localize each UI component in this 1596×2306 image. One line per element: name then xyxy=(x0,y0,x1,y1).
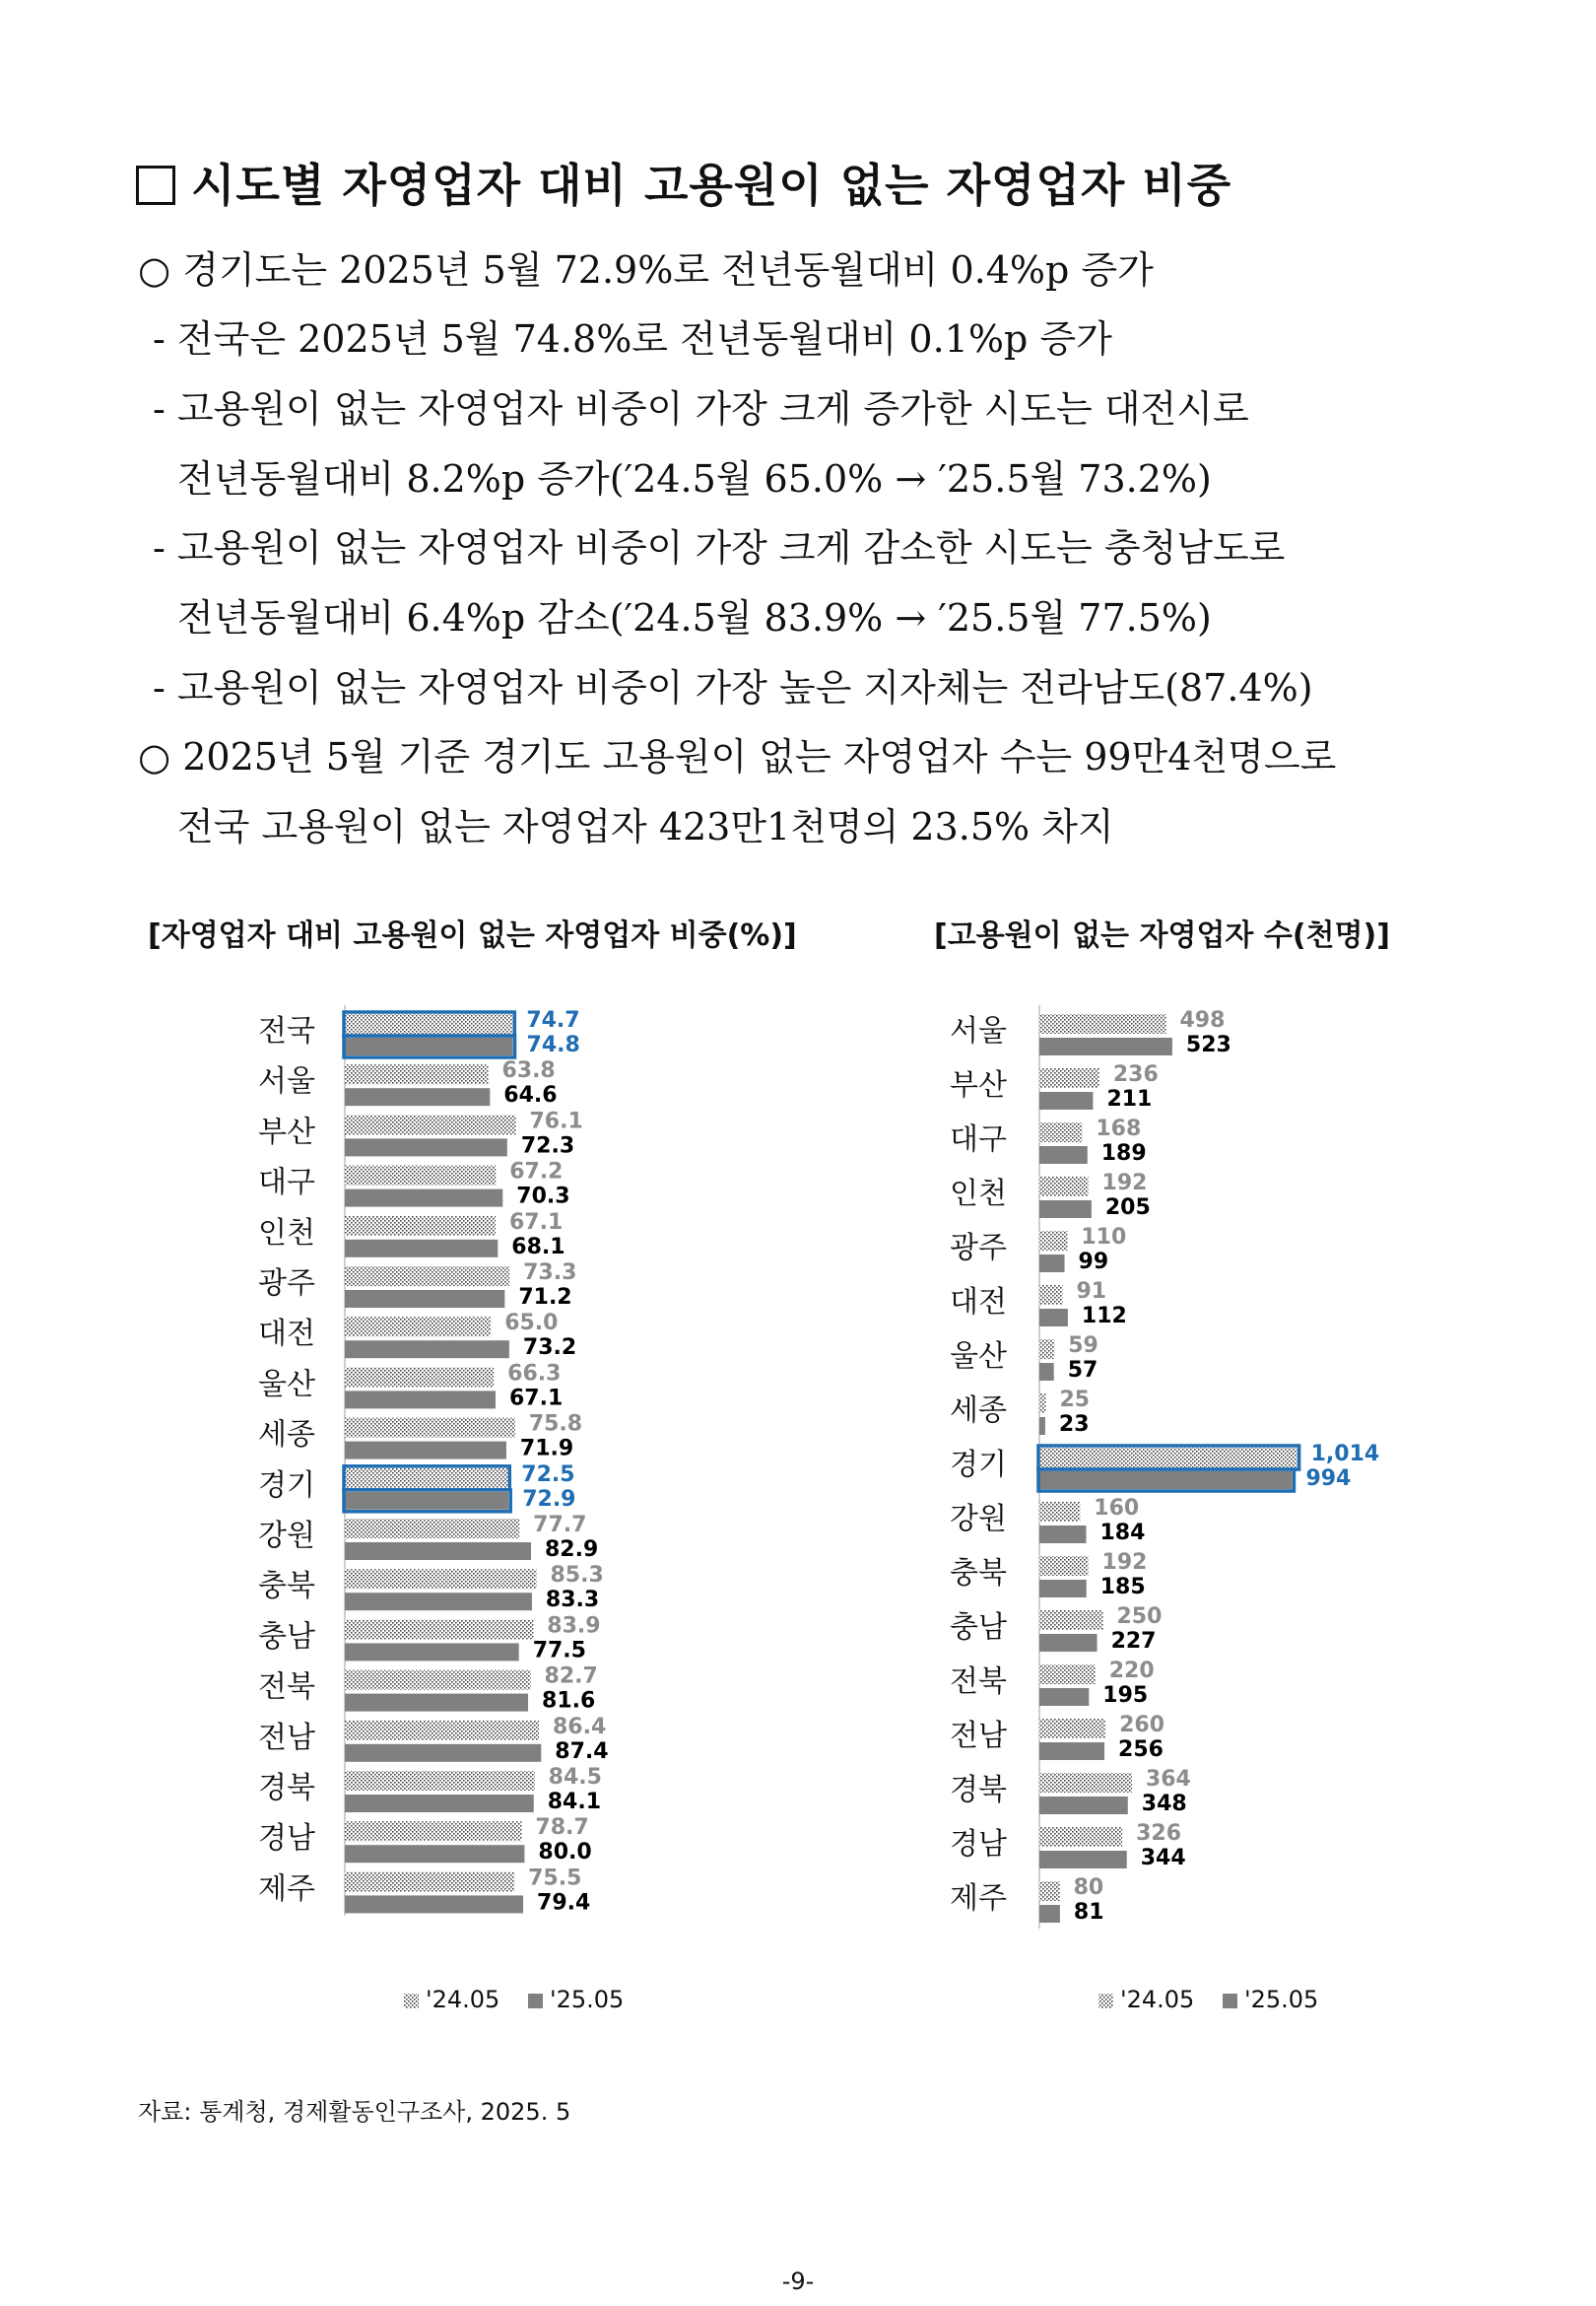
value-label-2024: 25 xyxy=(1059,1388,1091,1412)
category-label: 광주 xyxy=(950,1231,1007,1265)
value-label-2024: 110 xyxy=(1081,1225,1127,1250)
value-label-2025: 256 xyxy=(1118,1737,1164,1762)
category-label: 경기 xyxy=(950,1448,1007,1482)
page-number: -9- xyxy=(781,2268,815,2295)
value-label-2024: 260 xyxy=(1119,1713,1165,1737)
bar-2024-05 xyxy=(1039,1719,1105,1738)
bar-2024-05 xyxy=(345,1468,507,1488)
bar-2025-05 xyxy=(345,1492,508,1510)
source-note: 자료: 통계청, 경제활동인구조사, 2025. 5 xyxy=(138,2098,571,2126)
bar-2024-05 xyxy=(345,1619,533,1639)
value-label-2025: 72.9 xyxy=(522,1486,576,1512)
checkbox-square-icon xyxy=(136,166,175,205)
value-label-2024: 59 xyxy=(1068,1333,1098,1358)
value-label-2025: 344 xyxy=(1140,1846,1186,1870)
value-label-2024: 236 xyxy=(1112,1062,1159,1087)
bar-2025-05 xyxy=(1039,1526,1086,1543)
value-label-2024: 250 xyxy=(1116,1604,1163,1629)
category-label: 전남 xyxy=(950,1719,1007,1753)
value-label-2024: 84.5 xyxy=(548,1765,602,1790)
bar-2025-05 xyxy=(1039,1038,1172,1055)
bar-2024-05 xyxy=(1039,1122,1082,1142)
category-label: 경남 xyxy=(258,1821,315,1857)
value-label-2025: 83.3 xyxy=(545,1588,600,1613)
category-label: 서울 xyxy=(258,1064,315,1100)
value-label-2025: 64.6 xyxy=(503,1083,558,1109)
value-label-2025: 195 xyxy=(1102,1683,1149,1708)
value-label-2025: 57 xyxy=(1067,1358,1098,1383)
bar-2024-05 xyxy=(1039,1773,1132,1793)
category-label: 강원 xyxy=(950,1502,1007,1536)
category-label: 울산 xyxy=(258,1367,315,1402)
bar-2024-05 xyxy=(1039,1664,1096,1684)
value-label-2025: 67.1 xyxy=(508,1386,564,1411)
category-label: 세종 xyxy=(950,1393,1007,1428)
section-title xyxy=(136,150,1231,215)
bar-2025-05 xyxy=(1039,1742,1104,1760)
bar-2024-05 xyxy=(345,1569,536,1589)
value-label-2024: 67.1 xyxy=(508,1209,564,1235)
value-label-2025: 68.1 xyxy=(511,1234,565,1259)
category-label: 광주 xyxy=(258,1266,315,1301)
legend-label-2024: '24.05 xyxy=(1120,1986,1195,2013)
value-label-2025: 205 xyxy=(1104,1195,1151,1220)
bar-2024-05 xyxy=(1039,1393,1045,1413)
value-label-2025: 74.8 xyxy=(526,1033,580,1057)
value-label-2024: 63.8 xyxy=(501,1058,556,1084)
category-label: 충남 xyxy=(258,1619,315,1655)
value-label-2025: 77.5 xyxy=(532,1638,586,1663)
bar-2025-05 xyxy=(1039,1580,1087,1597)
section-title-text: 시도별 자영업자 대비 고용원이 없는 자영업자 비중 xyxy=(191,159,1232,212)
bar-2024-05 xyxy=(1039,1827,1122,1847)
chart-right-title: [고용원이 없는 자영업자 수(천명)] xyxy=(934,918,1390,953)
value-label-2024: 160 xyxy=(1094,1496,1140,1521)
value-label-2025: 23 xyxy=(1058,1412,1090,1437)
bar-2024-05 xyxy=(1039,1610,1103,1630)
bar-2024-05 xyxy=(345,1519,519,1538)
value-label-2025: 185 xyxy=(1099,1575,1146,1599)
category-label: 충남 xyxy=(950,1610,1007,1645)
category-label: 대구 xyxy=(950,1122,1007,1157)
bar-2025-05 xyxy=(1039,1417,1045,1435)
value-label-2024: 65.0 xyxy=(504,1311,559,1336)
category-label: 대전 xyxy=(258,1317,315,1352)
category-label: 전국 xyxy=(258,1014,315,1049)
legend-label-2025: '25.05 xyxy=(550,1986,625,2013)
bar-2025-05 xyxy=(1039,1146,1088,1164)
value-label-2025: 227 xyxy=(1110,1629,1157,1654)
value-label-2024: 192 xyxy=(1101,1550,1148,1575)
bar-2025-05 xyxy=(345,1542,531,1560)
category-label: 경남 xyxy=(950,1827,1007,1862)
bar-2025-05 xyxy=(345,1744,541,1762)
value-label-2025: 70.3 xyxy=(516,1184,570,1209)
bar-2025-05 xyxy=(345,1088,490,1106)
dash-largest-increase: - 고용원이 없는 자영업자 비중이 가장 크게 증가한 시도는 대전시로 xyxy=(153,387,1249,431)
bullet-gyeonggi: ○ 경기도는 2025년 5월 72.9%로 전년동월대비 0.4%p 증가 xyxy=(138,248,1154,292)
bar-2025-05 xyxy=(345,1442,506,1459)
value-label-2024: 220 xyxy=(1108,1659,1155,1683)
value-label-2025: 348 xyxy=(1141,1792,1187,1816)
bar-2024-05 xyxy=(1039,1177,1089,1196)
bar-2025-05 xyxy=(1039,1309,1068,1326)
bar-2024-05 xyxy=(345,1367,494,1387)
dash-largest-decrease-2: 전년동월대비 6.4%p 감소(′24.5월 83.9% → ′25.5월 77.5%) xyxy=(177,596,1212,640)
category-label: 제주 xyxy=(258,1871,315,1907)
category-label: 전북 xyxy=(950,1664,1007,1699)
bar-2025-05 xyxy=(1039,1905,1060,1923)
bar-2025-05 xyxy=(1039,1363,1054,1381)
share-bar-chart xyxy=(227,995,818,2050)
category-label: 충북 xyxy=(950,1556,1007,1591)
bar-2025-05 xyxy=(345,1845,524,1863)
bar-2025-05 xyxy=(345,1795,534,1812)
category-label: 전남 xyxy=(258,1720,315,1755)
value-label-2025: 81.6 xyxy=(542,1688,596,1714)
bar-2024-05 xyxy=(345,1115,516,1134)
bar-2024-05 xyxy=(1039,1448,1297,1467)
value-label-2024: 326 xyxy=(1136,1821,1182,1846)
bullet-count: ○ 2025년 5월 기준 경기도 고용원이 없는 자영업자 수는 99만4천명으로 xyxy=(138,735,1337,779)
value-label-2024: 66.3 xyxy=(507,1361,562,1387)
value-label-2025: 523 xyxy=(1185,1033,1231,1057)
bar-2024-05 xyxy=(345,1771,535,1791)
bar-2025-05 xyxy=(1039,1200,1092,1218)
value-label-2025: 82.9 xyxy=(545,1537,599,1562)
bar-2024-05 xyxy=(1039,1231,1067,1251)
category-label: 서울 xyxy=(950,1014,1007,1049)
value-label-2024: 67.2 xyxy=(509,1159,564,1185)
category-label: 부산 xyxy=(950,1068,1007,1103)
category-label: 경북 xyxy=(258,1771,315,1805)
bar-2025-05 xyxy=(345,1593,532,1610)
value-label-2024: 77.7 xyxy=(533,1513,587,1537)
dash-national: - 전국은 2025년 5월 74.8%로 전년동월대비 0.1%p 증가 xyxy=(153,317,1112,361)
bar-2025-05 xyxy=(345,1895,523,1913)
bar-2024-05 xyxy=(345,1166,496,1186)
value-label-2025: 112 xyxy=(1081,1304,1127,1328)
category-label: 인천 xyxy=(950,1177,1007,1211)
value-label-2024: 73.3 xyxy=(523,1260,577,1285)
value-label-2024: 76.1 xyxy=(529,1109,583,1134)
category-label: 경북 xyxy=(950,1773,1007,1807)
value-label-2024: 78.7 xyxy=(535,1815,589,1841)
legend-swatch-2024 xyxy=(1098,1994,1113,2008)
value-label-2024: 364 xyxy=(1145,1767,1191,1792)
value-label-2024: 85.3 xyxy=(550,1563,604,1589)
bar-2024-05 xyxy=(345,1670,531,1690)
value-label-2025: 184 xyxy=(1099,1521,1146,1545)
category-label: 부산 xyxy=(258,1115,315,1150)
value-label-2025: 99 xyxy=(1078,1250,1109,1274)
bar-2025-05 xyxy=(345,1694,528,1712)
bar-2025-05 xyxy=(345,1138,507,1156)
value-label-2024: 75.8 xyxy=(528,1411,583,1437)
bar-2025-05 xyxy=(345,1189,502,1207)
value-label-2024: 498 xyxy=(1179,1008,1226,1033)
bar-2025-05 xyxy=(345,1240,498,1257)
category-label: 세종 xyxy=(258,1417,315,1453)
value-label-2024: 168 xyxy=(1096,1117,1142,1141)
bar-2025-05 xyxy=(1039,1851,1127,1868)
bar-2024-05 xyxy=(1039,1285,1062,1305)
bar-2025-05 xyxy=(345,1290,504,1308)
category-label: 인천 xyxy=(258,1215,315,1251)
legend-swatch-2024 xyxy=(404,1994,419,2008)
bar-2024-05 xyxy=(345,1064,488,1084)
value-label-2025: 72.3 xyxy=(520,1133,575,1159)
legend-label-2024: '24.05 xyxy=(426,1986,500,2013)
count-bar-chart xyxy=(926,995,1399,2050)
bar-2024-05 xyxy=(345,1317,491,1336)
value-label-2025: 84.1 xyxy=(547,1790,602,1814)
bar-2024-05 xyxy=(345,1821,521,1841)
value-label-2025: 189 xyxy=(1100,1141,1147,1166)
legend-swatch-2025 xyxy=(528,1994,543,2008)
bar-2024-05 xyxy=(345,1266,509,1286)
category-label: 대전 xyxy=(950,1285,1007,1320)
value-label-2025: 81 xyxy=(1073,1900,1104,1925)
value-label-2025: 994 xyxy=(1305,1466,1352,1491)
value-label-2025: 211 xyxy=(1106,1087,1153,1112)
value-label-2025: 71.2 xyxy=(518,1285,572,1310)
category-label: 충북 xyxy=(258,1569,315,1604)
value-label-2024: 192 xyxy=(1101,1171,1148,1195)
value-label-2025: 79.4 xyxy=(537,1890,591,1916)
bar-2024-05 xyxy=(1039,1881,1060,1901)
bar-2025-05 xyxy=(1039,1797,1128,1814)
value-label-2025: 71.9 xyxy=(519,1436,574,1461)
bar-2024-05 xyxy=(345,1216,496,1236)
bar-2025-05 xyxy=(345,1038,513,1055)
chart-left-title: [자영업자 대비 고용원이 없는 자영업자 비중(%)] xyxy=(148,918,797,953)
bar-2024-05 xyxy=(345,1014,512,1034)
dash-largest-increase-2: 전년동월대비 8.2%p 증가(′24.5월 65.0% → ′25.5월 73.2%) xyxy=(177,457,1212,501)
bar-2024-05 xyxy=(1039,1556,1089,1576)
category-label: 전북 xyxy=(258,1669,315,1705)
category-label: 울산 xyxy=(950,1339,1007,1374)
bar-2025-05 xyxy=(1039,1092,1093,1110)
value-label-2024: 75.5 xyxy=(528,1865,582,1891)
value-label-2025: 80.0 xyxy=(538,1840,592,1865)
bar-2024-05 xyxy=(345,1871,514,1891)
value-label-2024: 74.7 xyxy=(526,1008,580,1033)
bar-2025-05 xyxy=(345,1643,519,1661)
bar-2025-05 xyxy=(1039,1471,1292,1489)
bar-2025-05 xyxy=(1039,1688,1089,1706)
bar-2025-05 xyxy=(1039,1634,1097,1652)
value-label-2024: 1,014 xyxy=(1310,1442,1380,1466)
value-label-2024: 86.4 xyxy=(552,1714,607,1739)
bar-2024-05 xyxy=(1039,1068,1099,1088)
bullet-count-2: 전국 고용원이 없는 자영업자 423만1천명의 23.5% 차지 xyxy=(177,805,1114,848)
bar-2024-05 xyxy=(1039,1502,1080,1522)
dash-largest-decrease: - 고용원이 없는 자영업자 비중이 가장 크게 감소한 시도는 충청남도로 xyxy=(153,526,1286,570)
category-label: 대구 xyxy=(258,1165,315,1200)
value-label-2024: 91 xyxy=(1076,1279,1107,1304)
legend-swatch-2025 xyxy=(1223,1994,1237,2008)
category-label: 경기 xyxy=(258,1467,315,1503)
bar-2025-05 xyxy=(345,1340,509,1358)
value-label-2024: 72.5 xyxy=(521,1461,575,1487)
bar-2024-05 xyxy=(345,1721,539,1740)
category-label: 제주 xyxy=(950,1881,1007,1916)
value-label-2024: 82.7 xyxy=(544,1663,598,1689)
bar-2025-05 xyxy=(345,1390,496,1408)
value-label-2025: 87.4 xyxy=(555,1738,609,1764)
value-label-2024: 80 xyxy=(1073,1875,1104,1900)
bar-2024-05 xyxy=(1039,1014,1165,1034)
legend-label-2025: '25.05 xyxy=(1244,1986,1319,2013)
value-label-2024: 83.9 xyxy=(547,1613,601,1639)
bar-2024-05 xyxy=(1039,1339,1054,1359)
value-label-2025: 73.2 xyxy=(522,1335,577,1361)
bar-2024-05 xyxy=(345,1418,515,1438)
bar-2025-05 xyxy=(1039,1255,1065,1272)
category-label: 강원 xyxy=(258,1519,315,1553)
dash-highest: - 고용원이 없는 자영업자 비중이 가장 높은 지자체는 전라남도(87.4%) xyxy=(153,666,1313,710)
